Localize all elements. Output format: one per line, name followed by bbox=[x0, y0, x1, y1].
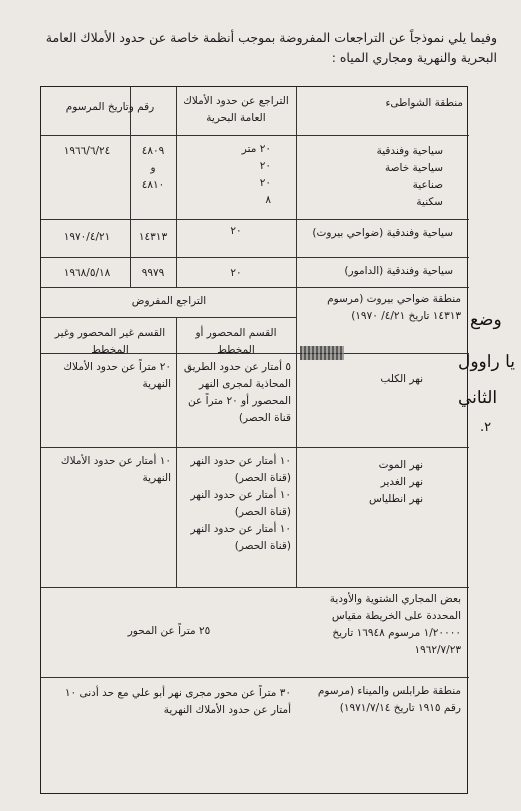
row2-decree-number: ١٤٣١٣ bbox=[138, 231, 168, 243]
row2-zone: سياحية وفندقية (ضواحي بيروت) bbox=[312, 227, 453, 239]
row3-zone: سياحية وفندقية (الدامور) bbox=[344, 265, 453, 277]
row-divider bbox=[41, 447, 469, 448]
header-zone: منطقة الشواطىء bbox=[385, 97, 463, 109]
row6-zone: بعض المجاري الشتوية والأودية المحددة على الخريطة مقياس ١/٢٠٠٠٠ مرسوم ١٦٩٤٨ تاريخ ١٩٦٢/٧/٢٣ bbox=[329, 593, 461, 656]
margin-note: الثاني bbox=[458, 388, 498, 408]
row-divider bbox=[41, 677, 469, 678]
row1-decree-numbers: ٤٨٠٩ و ٤٨١٠ bbox=[141, 145, 165, 191]
section-col-a: القسم المحصور أو المخطط bbox=[195, 327, 277, 356]
row5-setback-a: ١٠ أمتار عن حدود النهر (قناة الحصر) ١٠ أمتار عن حدود النهر (قناة الحصر) ١٠ أمتار عن حدود النهر (قناة الحصر) bbox=[190, 455, 291, 552]
row-divider bbox=[41, 587, 469, 588]
row1-setbacks: ٢٠ متر ٢٠ ٢٠ ٨ bbox=[241, 143, 271, 206]
section-zone: منطقة ضواحي بيروت (مرسوم ١٤٣١٣ تاريخ ٤/٢١/ ١٩٧٠) bbox=[327, 293, 461, 322]
row5-setback-b: ١٠ أمتار عن حدود الأملاك النهرية bbox=[60, 455, 171, 484]
row3-decree-number: ٩٩٧٩ bbox=[141, 267, 165, 279]
intro-paragraph: وفيما يلي نموذجاً عن التراجعات المفروضة بموجب أنظمة خاصة عن حدود الأملاك العامة البحرية والنهرية ومجاري المياه : bbox=[45, 30, 497, 65]
header-decree: رقم وتاريخ المرسوم bbox=[65, 101, 155, 113]
row7-setback: ٣٠ متراً عن محور مجرى نهر أبو علي مع حد أدنى ١٠ أمتار عن حدود الأملاك النهرية bbox=[64, 687, 291, 716]
row4-setback-b: ٢٠ متراً عن حدود الأملاك النهرية bbox=[63, 361, 171, 390]
row-divider bbox=[41, 219, 469, 220]
margin-note: ٢. bbox=[480, 420, 492, 435]
row3-decree-date: ١٩٦٨/٥/١٨ bbox=[63, 267, 111, 279]
header-setback: التراجع عن حدود الأملاك العامة البحرية bbox=[183, 95, 289, 124]
setback-table bbox=[40, 86, 468, 794]
row1-zones: سياحية وفندقية سياحية خاصة صناعية سكنية bbox=[376, 145, 443, 208]
row-divider bbox=[41, 317, 296, 318]
row7-zone: منطقة طرابلس والميناء (مرسوم رقم ١٩١٥ تاريخ ١٩٧١/٧/١٤) bbox=[317, 685, 461, 714]
row4-setback-a: ٥ أمتار عن حدود الطريق المحاذية لمجرى النهر المحصور أو ٢٠ متراً عن قناة الحصر) bbox=[183, 361, 291, 424]
row5-zones: نهر الموت نهر الغدير نهر انطلياس bbox=[368, 459, 423, 505]
row2-decree-date: ١٩٧٠/٤/٢١ bbox=[63, 231, 111, 243]
row6-setback: ٢٥ متراً عن المحور bbox=[127, 625, 211, 637]
col-divider bbox=[296, 87, 297, 587]
margin-note: يا راوول bbox=[458, 352, 516, 372]
row4-zone: نهر الكلب bbox=[380, 373, 423, 385]
row-divider bbox=[41, 287, 469, 288]
row3-setback: ٢٠ bbox=[230, 267, 242, 279]
section-title: التراجع المفروض bbox=[131, 295, 207, 307]
section-col-b: القسم غير المحصور وغير المخطط bbox=[54, 327, 166, 356]
row-divider bbox=[41, 257, 469, 258]
row2-setback: ٢٠ bbox=[230, 225, 242, 237]
row-divider bbox=[41, 135, 469, 136]
col-divider bbox=[176, 317, 177, 587]
row1-decree-date: ١٩٦٦/٦/٢٤ bbox=[63, 145, 111, 157]
stamp-mark bbox=[300, 346, 344, 360]
margin-note: وضع bbox=[470, 310, 502, 330]
